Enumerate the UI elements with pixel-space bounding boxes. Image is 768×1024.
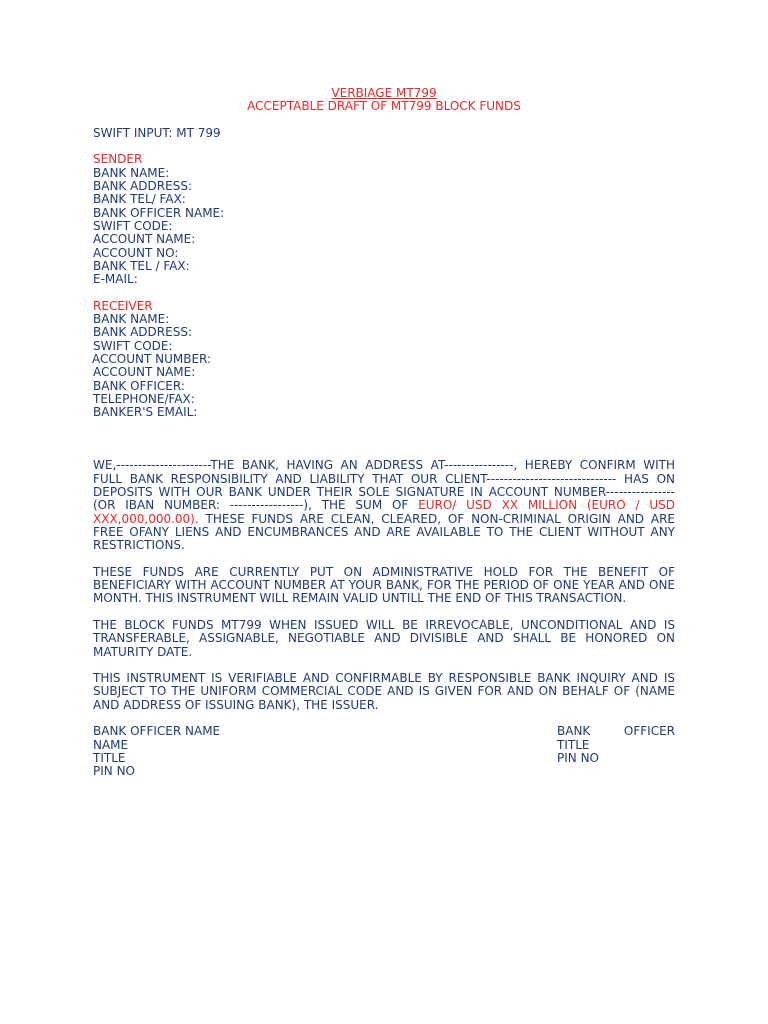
funds-amount-highlight: EURO/ USD XX MILLION (EURO / USD XXX,000,000.00).: [93, 498, 675, 526]
sender-field: BANK NAME:: [93, 165, 170, 180]
document-title: VERBIAGE MT799: [331, 86, 437, 100]
sender-section: [93, 153, 675, 286]
terms-paragraph: THE BLOCK FUNDS MT799 WHEN ISSUED WILL BE IRREVOCABLE, UNCONDITIONAL AND IS TRANSFERABLE, ASSIGNABLE, NEGOTIABLE AND DIVISIBLE AND SHALL BE HONORED ON MATURITY DATE.: [93, 617, 675, 659]
sender-field: ACCOUNT NAME:: [93, 232, 196, 247]
receiver-field: BANK OFFICER:: [93, 378, 185, 393]
receiver-section: [93, 300, 675, 420]
receiver-field: ACCOUNT NAME:: [93, 365, 196, 380]
sender-field: BANK ADDRESS:: [93, 179, 192, 194]
receiver-field: SWIFT CODE:: [93, 338, 173, 353]
signature-left: [93, 725, 293, 778]
signature-left-officer: BANK OFFICER NAME: [93, 724, 221, 739]
receiver-field: BANKER'S EMAIL:: [93, 405, 198, 420]
sender-heading: SENDER: [93, 152, 143, 167]
verification-paragraph: THIS INSTRUMENT IS VERIFIABLE AND CONFIRMABLE BY RESPONSIBLE BANK INQUIRY AND IS SUBJECT TO THE UNIFORM COMMERCIAL CODE AND IS GIVEN FOR AND ON BEHALF OF (NAME AND ADDRESS OF ISSUING BANK), THE ISSUER.: [93, 671, 675, 712]
receiver-field: TELEPHONE/FAX:: [93, 391, 195, 406]
receiver-field: BANK ADDRESS:: [93, 325, 192, 340]
receiver-field: BANK NAME:: [93, 312, 170, 327]
sender-field: ACCOUNT NO:: [93, 245, 179, 260]
sender-field: SWIFT CODE:: [93, 218, 173, 233]
signature-left-title: TITLE: [93, 750, 126, 765]
receiver-heading: RECEIVER: [93, 298, 153, 313]
document-titles: [93, 87, 675, 114]
signature-right-bank-word: BANK: [557, 724, 591, 739]
signature-left-pin: PIN NO: [93, 764, 135, 779]
confirmation-paragraph: [93, 459, 675, 552]
signature-right-pin: PIN NO: [557, 750, 599, 765]
document-page: [93, 87, 675, 779]
signature-right-title: TITLE: [557, 737, 590, 752]
sender-field: BANK TEL / FAX:: [93, 258, 190, 273]
sender-field: E-MAIL:: [93, 272, 138, 287]
sender-field: BANK OFFICER NAME:: [93, 205, 225, 220]
document-subtitle: ACCEPTABLE DRAFT OF MT799 BLOCK FUNDS: [247, 99, 521, 114]
confirmation-text-part1: WE,----------------------THE BANK, HAVING AN ADDRESS AT----------------, HEREBY CONFIRM WITH FULL BANK RESPONSIBILITY AND LIABILITY THAT OUR CLIENT------------------------------ HAS ON DEPOSITS WITH OUR BANK UNDER THEIR SOLE SIGNATURE IN ACCOUNT NUMBER---------------- (OR IBAN NUMBER: -----------------), THE SUM OF: [93, 458, 675, 513]
signature-right-officer-word: OFFICER: [623, 724, 675, 739]
signature-right-officer: [557, 725, 675, 738]
hold-paragraph: THESE FUNDS ARE CURRENTLY PUT ON ADMINISTRATIVE HOLD FOR THE BENEFIT OF BENEFICIARY WITH ACCOUNT NUMBER AT YOUR BANK, FOR THE PERIOD OF ONE YEAR AND ONE MONTH. THIS INSTRUMENT WILL REMAIN VALID UNTILL THE END OF THIS TRANSACTION.: [93, 564, 675, 606]
signature-right: [557, 725, 675, 765]
signature-block: [93, 725, 675, 779]
receiver-field: ACCOUNT NUMBER:: [92, 351, 212, 366]
confirmation-text-part2: THESE FUNDS ARE CLEAN, CLEARED, OF NON-CRIMINAL ORIGIN AND ARE FREE OFANY LIENS AND ENCUMBRANCES AND ARE AVAILABLE TO THE CLIENT WITHOUT ANY RESTRICTIONS.: [93, 511, 675, 553]
signature-left-name: NAME: [93, 737, 129, 752]
sender-field: BANK TEL/ FAX:: [93, 192, 186, 207]
swift-input-line: SWIFT INPUT: MT 799: [93, 125, 221, 140]
